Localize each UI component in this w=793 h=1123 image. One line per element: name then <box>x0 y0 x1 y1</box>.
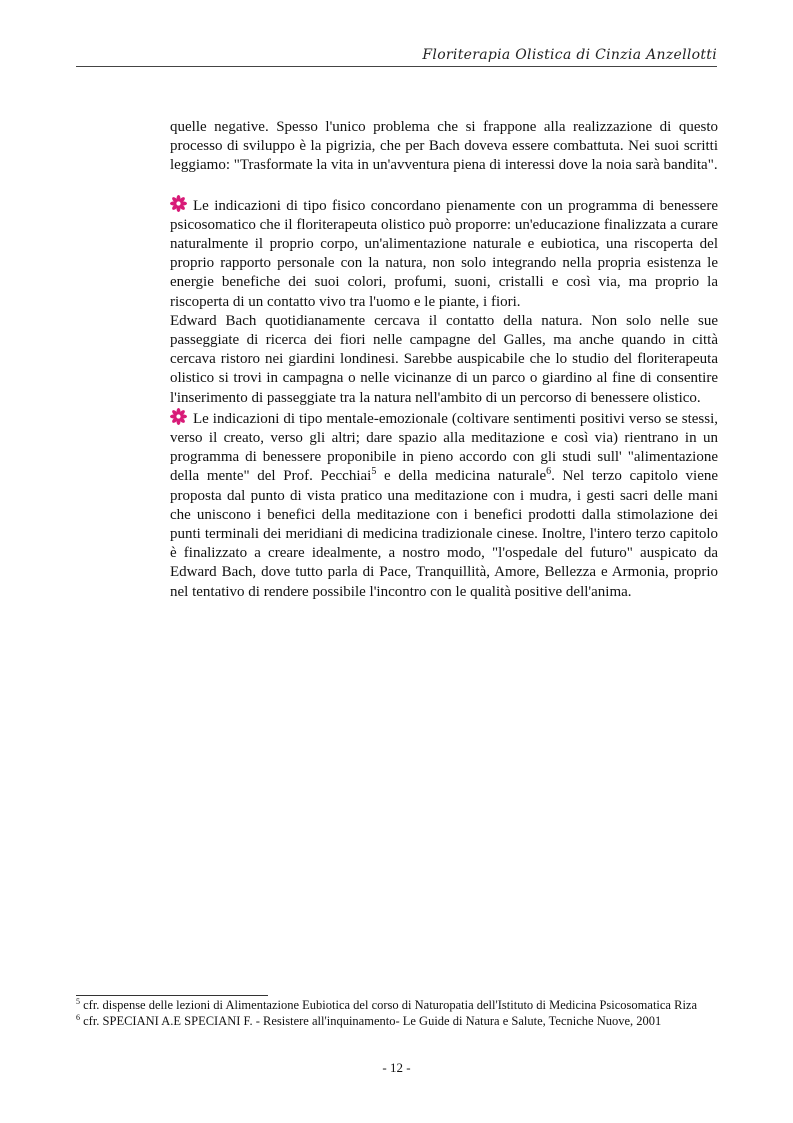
footnote-ref-5[interactable]: 5 <box>371 466 377 478</box>
footnote-number: 5 <box>76 996 80 1006</box>
paragraph-2-text: Le indicazioni di tipo fisico concordano pienamente con un programma di benessere psicosomatico che il floriterapeuta olistico può proporre: un'educazione finalizzata a curare naturalmente il proprio corpo, un'alimentazione naturale e eubiotica, una riscoperta del proprio rapporto personale con la natura, non solo integrando nella propria esistenza le energie benefiche dei suoi colori, profumi, suoni, cristalli e così via, ma proprio la riscoperta di un contatto vivo tra l'uomo e le piante, i fiori. <box>170 197 718 310</box>
page-number: - 12 - <box>382 1060 411 1075</box>
paragraph-4 <box>170 408 718 602</box>
footnote-separator <box>76 995 268 996</box>
footnote-number: 6 <box>76 1012 80 1022</box>
footnotes <box>76 998 717 1029</box>
paragraph-1: quelle negative. Spesso l'unico problema che si frappone alla realizzazione di questo processo di sviluppo è la pigrizia, che per Bach doveva essere combattuta. Nei suoi scritti leggiamo: "Trasformate la vita in un'avventura piena di interessi dove la noia sarà bandita". <box>170 119 718 174</box>
footnote-text: cfr. SPECIANI A.E SPECIANI F. - Resistere all'inquinamento- Le Guide di Natura e Salute, Tecniche Nuove, 2001 <box>80 1013 662 1028</box>
footnote-text: cfr. dispense delle lezioni di Alimentazione Eubiotica del corso di Naturopatia dell'Istituto di Medicina Psicosomatica Riza <box>80 998 698 1012</box>
footnote-ref-6[interactable]: 6 <box>546 466 552 478</box>
paragraph-4-text-3: . Nel terzo capitolo viene proposta dal punto di vista pratico una meditazione con i mudra, i gesti sacri delle mani che uniscono i benefici della meditazione con i benefici prodotti dalla stimolazione dei punti terminali dei meridiani di medicina tradizionale cinese. Inoltre, l'intero terzo capitolo è finalizzato a creare idealmente, a nostro modo, "l'ospedale del futuro" auspicato da Edward Bach, dove tutto parla di Pace, Tranquillità, Amore, Bellezza e Armonia, proprio nel tentativo di rendere possibile l'incontro con le qualità positive dell'anima. <box>170 468 719 600</box>
body-text <box>170 118 718 602</box>
paragraph-4-text-1: Le indicazioni di tipo mentale-emozionale (coltivare sentimenti positivi verso se stessi, verso il creato, verso gli altri; dare spazio alla meditazione e così via) rientrano in un programma di benessere proponibile in pieno accordo con gli studi sull' "alimentazione della mente" del Prof. Pecchiai <box>170 410 718 485</box>
paragraph-4-text-2: e della medicina naturale <box>376 468 547 485</box>
paragraph-2 <box>170 195 718 312</box>
footnote-5 <box>76 998 717 1014</box>
header-title: Floriterapia Olistica di Cinzia Anzellotti <box>422 47 717 63</box>
paragraph-3: Edward Bach quotidianamente cercava il contatto della natura. Non solo nelle sue passeggiate di ricerca dei fiori nelle campagne del Galles, ma anche quando in città cercava ristoro nei giardini londinesi. Sarebbe auspicabile che lo studio del floriterapeuta olistico si trovi in campagna o nelle vicinanze di un parco o giardino al fine di consentire l'inserimento di passeggiate tra la natura nell'ambito di un percorso di benessere olistico. <box>170 312 718 406</box>
footnote-6 <box>76 1014 717 1030</box>
page-header <box>76 44 717 67</box>
flower-icon <box>170 408 187 425</box>
flower-icon <box>170 195 187 212</box>
